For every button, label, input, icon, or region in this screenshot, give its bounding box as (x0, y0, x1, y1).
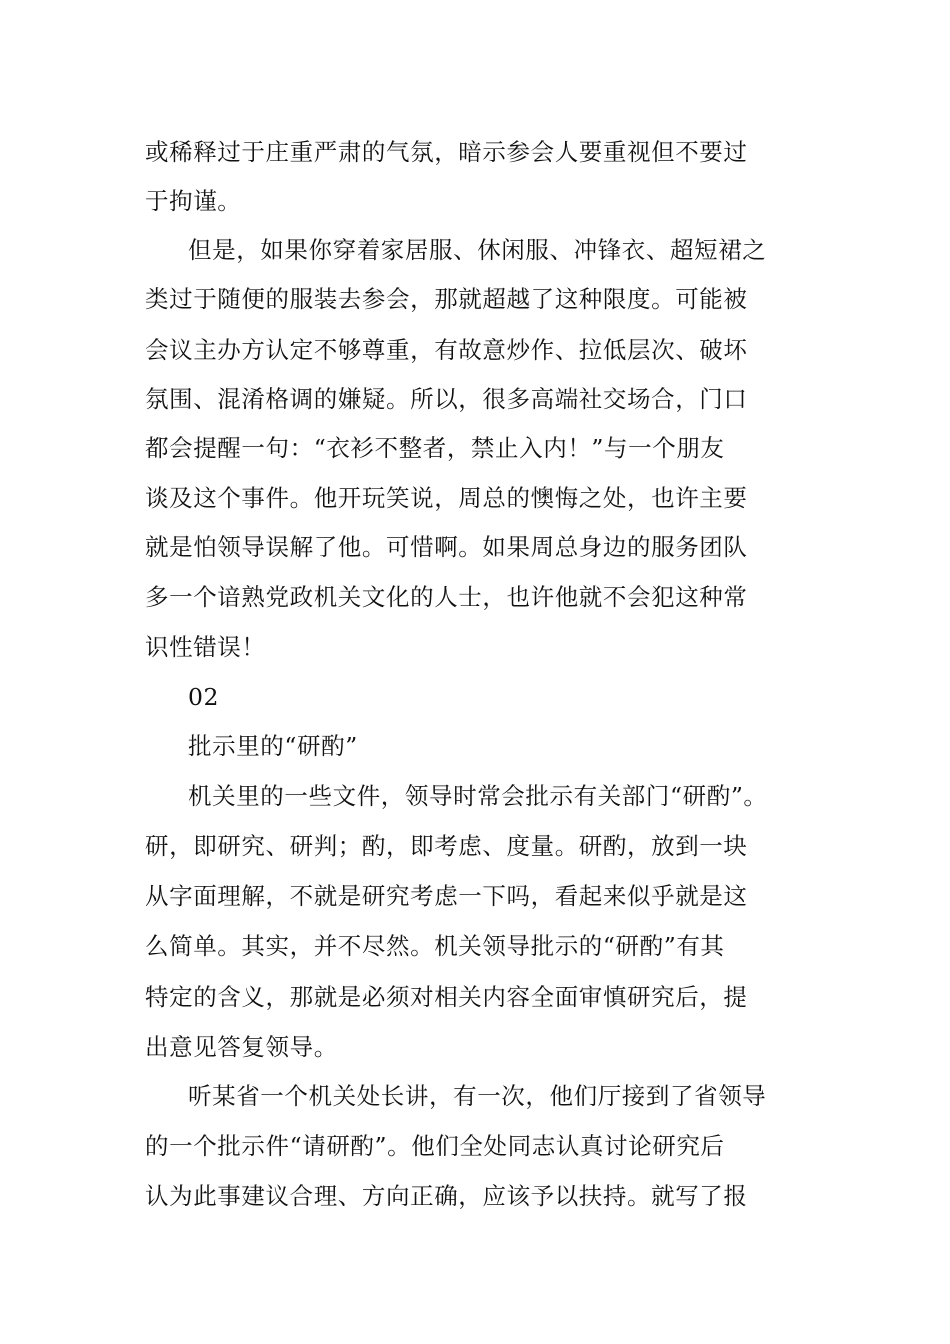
paragraph-line: 从字面理解，不就是研究考虑一下吗，看起来似乎就是这 (145, 882, 748, 910)
paragraph-line: 认为此事建议合理、方向正确，应该予以扶持。就写了报 (145, 1182, 748, 1210)
paragraph-line: 都会提醒一句：“衣衫不整者，禁止入内！”与一个朋友 (145, 434, 725, 462)
paragraph-line: 多一个谙熟党政机关文化的人士，也许他就不会犯这种常 (145, 583, 748, 611)
paragraph-line: 研，即研究、研判；酌，即考虑、度量。研酌，放到一块 (145, 832, 748, 860)
paragraph-line: 但是，如果你穿着家居服、休闲服、冲锋衣、超短裙之 (188, 236, 767, 264)
paragraph-line: 的一个批示件“请研酌”。他们全处同志认真讨论研究后 (145, 1132, 725, 1160)
paragraph-line: 特定的含义，那就是必须对相关内容全面审慎研究后，提 (145, 983, 748, 1011)
section-number: 02 (188, 683, 220, 711)
paragraph-line: 识性错误！ (145, 633, 266, 661)
paragraph-line: 听某省一个机关处长讲，有一次，他们厅接到了省领导 (188, 1082, 767, 1110)
paragraph-line: 氛围、混淆格调的嫌疑。所以，很多高端社交场合，门口 (145, 385, 748, 413)
paragraph-line: 于拘谨。 (145, 187, 242, 215)
paragraph-line: 谈及这个事件。他开玩笑说，周总的懊悔之处，也许主要 (145, 484, 748, 512)
paragraph-line: 类过于随便的服装去参会，那就超越了这种限度。可能被 (145, 285, 748, 313)
paragraph-line: 出意见答复领导。 (145, 1033, 338, 1061)
paragraph-line: 机关里的一些文件，领导时常会批示有关部门“研酌”。 (188, 782, 768, 810)
paragraph-line: 么简单。其实，并不尽然。机关领导批示的“研酌”有其 (145, 932, 725, 960)
section-title: 批示里的“研酌” (188, 732, 358, 760)
paragraph-line: 就是怕领导误解了他。可惜啊。如果周总身边的服务团队 (145, 533, 748, 561)
paragraph-line: 或稀释过于庄重严肃的气氛，暗示参会人要重视但不要过 (145, 138, 748, 166)
paragraph-line: 会议主办方认定不够尊重，有故意炒作、拉低层次、破坏 (145, 336, 748, 364)
